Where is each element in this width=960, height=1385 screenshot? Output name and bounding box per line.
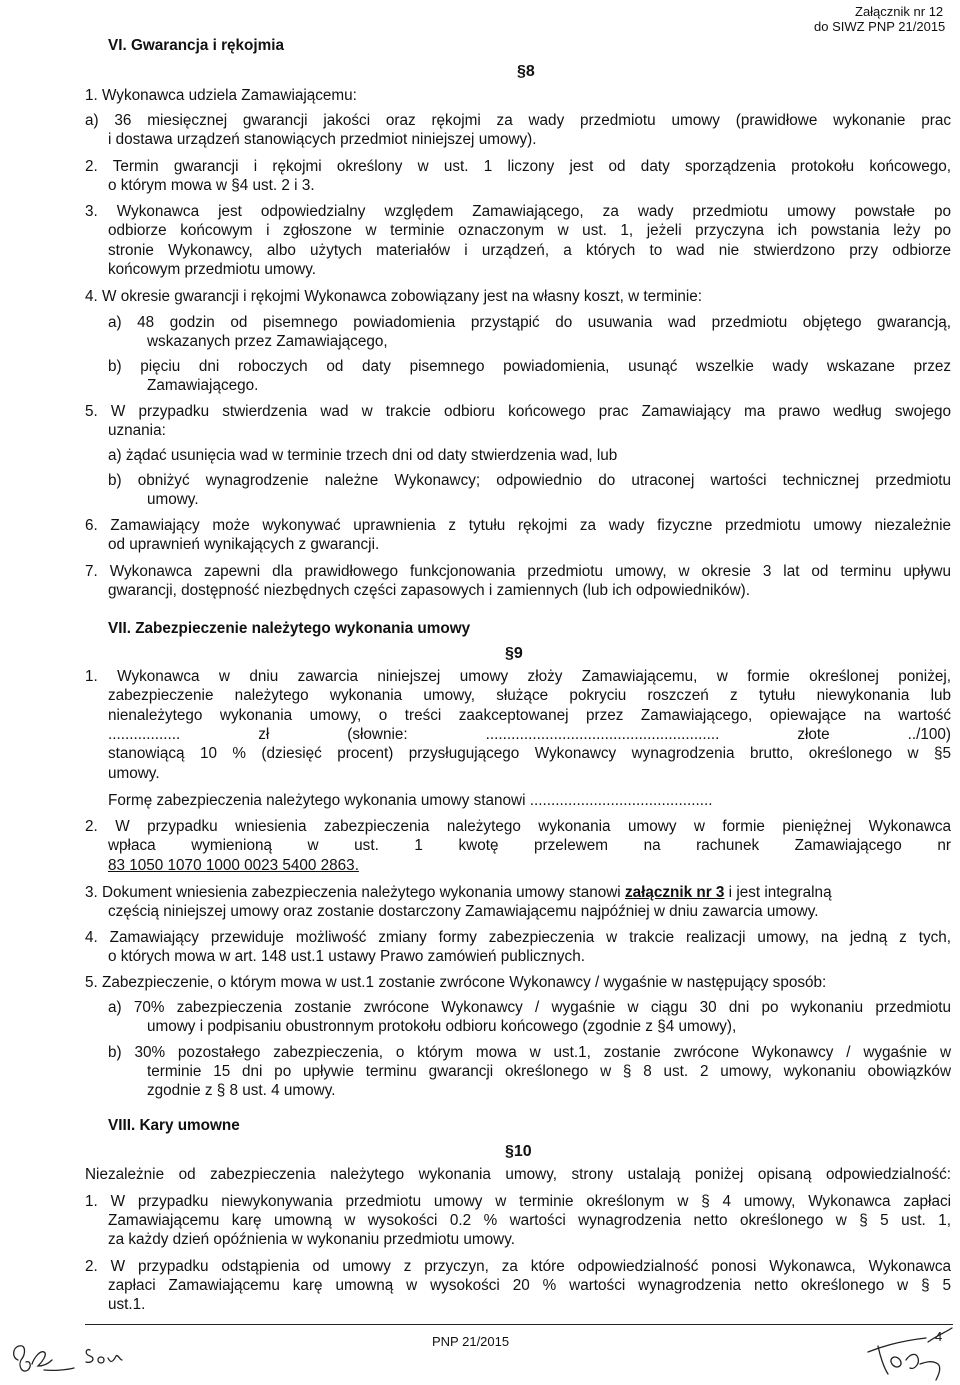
sec6-item-2-line2: o którym mowa w §4 ust. 2 i 3. xyxy=(108,177,315,194)
bank-account-number: 83 1050 1070 1000 0023 5400 2863. xyxy=(108,857,359,874)
section-vii-title: VII. Zabezpieczenie należytego wykonania umowy xyxy=(108,620,471,637)
sec7-item-3-text-c: i jest integralną xyxy=(724,884,832,901)
sec7-item-2-line2: wpłaca wymienioną w ust. 1 kwotę przelewem na rachunek Zamawiającego nr xyxy=(108,837,951,854)
sec6-item-5b-line2: umowy. xyxy=(147,491,199,508)
sec7-item-3-text-a: 3. Dokument wniesienia zabezpieczenia należytego wykonania umowy stanowi xyxy=(85,884,625,901)
paragraph-10-sign: §10 xyxy=(505,1143,532,1160)
sec7-item-5b-line2: terminie 15 dni po upływie terminu gwarancji określonego w § 8 ust. 2 umowy, wykonaniu obowiązków xyxy=(147,1063,951,1080)
page-number: 4 xyxy=(935,1329,943,1344)
sec7-item-3-line2: częścią niniejszej umowy oraz zostanie dostarczony Zamawiającemu najpóźniej w dniu zawarcia umowy. xyxy=(108,903,819,920)
sec7-item-1-line4: ................. zł (słownie: ....................................................... złote ../100) xyxy=(108,726,951,743)
paragraph-9-sign: §9 xyxy=(505,645,523,662)
sec6-item-6-line1: 6. Zamawiający może wykonywać uprawnienia z tytułu rękojmi za wady fizyczne przedmiotu umowy niezależnie xyxy=(85,517,951,534)
sec6-item-1a-line1: a) 36 miesięcznej gwarancji jakości oraz rękojmi za wady przedmiotu umowy (prawidłowe wykonanie prac xyxy=(85,112,951,129)
sec6-item-7-line2: gwarancji, dostępność niezbędnych części zapasowych i zamiennych (lub ich odpowiedników). xyxy=(108,582,750,599)
sec6-item-3-line2: odbiorze końcowym i zgłoszone w terminie oznaczonym w ust. 1, jeżeli przyczyna ich powstania leży po xyxy=(108,222,951,239)
attachment-3-link: załącznik nr 3 xyxy=(624,884,725,901)
sec7-item-5a-line1: a) 70% zabezpieczenia zostanie zwrócone Wykonawcy / wygaśnie w ciągu 30 dni po wykonaniu przedmiotu xyxy=(108,999,951,1016)
sec8-intro: Niezależnie od zabezpieczenia należytego wykonania umowy, strony ustalają poniżej opisaną odpowiedzialność: xyxy=(85,1166,951,1183)
sec8-item-2-line3: ust.1. xyxy=(108,1296,146,1313)
sec7-item-4-line2: o których mowa w art. 148 ust.1 ustawy Prawo zamówień publicznych. xyxy=(108,948,585,965)
sec8-item-2-line2: zapłaci Zamawiającemu karę umowną w wysokości 20 % wartości wynagrodzenia netto określonego w § 5 xyxy=(108,1277,951,1294)
sec6-item-5-line2: uznania: xyxy=(108,422,166,439)
sec6-item-3-line3: stronie Wykonawcy, albo użytych materiałów i urządzeń, a których to wad nie stwierdzono przy odbiorze xyxy=(108,242,951,259)
sec7-item-1-line1: 1. Wykonawca w dniu zawarcia niniejszej umowy złoży Zamawiającemu, w formie określonej poniżej, xyxy=(85,668,951,685)
sec7-item-2-line1: 2. W przypadku wniesienia zabezpieczenia należytego wykonania umowy w formie pieniężnej Wykonawca xyxy=(85,818,951,835)
attachment-label: Załącznik nr 12 xyxy=(855,4,944,19)
sec6-item-3-line1: 3. Wykonawca jest odpowiedzialny względem Zamawiającego, za wady przedmiotu umowy powstałe po xyxy=(85,203,951,220)
footer-document-number: PNP 21/2015 xyxy=(432,1334,510,1349)
siwz-reference: do SIWZ PNP 21/2015 xyxy=(814,19,946,34)
section-viii-title: VIII. Kary umowne xyxy=(108,1117,240,1134)
handwritten-initials-left xyxy=(4,1330,134,1380)
sec7-item-1-line5: stanowiącą 10 % (dziesięć procent) przysługującego Wykonawcy wynagrodzenia brutto, określonego w §5 xyxy=(108,745,951,762)
sec7-item-1-form: Formę zabezpieczenia należytego wykonania umowy stanowi ........................................... xyxy=(108,792,713,809)
sec6-item-6-line2: od uprawnień wynikających z gwarancji. xyxy=(108,536,380,553)
handwritten-signature-right xyxy=(858,1324,958,1382)
sec6-item-5a: a) żądać usunięcia wad w terminie trzech dni od daty stwierdzenia wad, lub xyxy=(108,447,618,464)
sec6-item-4b-line2: Zamawiającego. xyxy=(147,377,259,394)
sec6-item-4a-line1: a) 48 godzin od pisemnego powiadomienia przystąpić do usuwania wad przedmiotu objętego gwarancją, xyxy=(108,314,951,331)
sec7-item-1-line2: zabezpieczenie należytego wykonania umowy, służące pokryciu roszczeń z tytułu niewykonania lub xyxy=(108,687,951,704)
paragraph-8-sign: §8 xyxy=(517,63,535,80)
sec6-item-3-line4: końcowym przedmiotu umowy. xyxy=(108,261,316,278)
sec7-item-1-line6: umowy. xyxy=(108,765,160,782)
section-vi-title: VI. Gwarancja i rękojmia xyxy=(108,37,284,54)
footer-rule xyxy=(85,1324,953,1325)
sec7-item-5a-line2: umowy i podpisaniu obustronnym protokołu odbioru końcowego (zgodnie z §4 umowy), xyxy=(147,1018,737,1035)
sec6-item-4: 4. W okresie gwarancji i rękojmi Wykonawca zobowiązany jest na własny koszt, w terminie: xyxy=(85,288,703,305)
sec6-item-7-line1: 7. Wykonawca zapewni dla prawidłowego funkcjonowania przedmiotu umowy, w okresie 3 lat od terminu upływu xyxy=(85,563,951,580)
sec7-item-1-line3: nienależytego wykonania umowy, o treści zaakceptowanej przez Zamawiającego, opiewające na wartość xyxy=(108,707,951,724)
sec7-item-5: 5. Zabezpieczenie, o którym mowa w ust.1 zostanie zwrócone Wykonawcy / wygaśnie w następujący sposób: xyxy=(85,974,827,991)
sec6-item-1: 1. Wykonawca udziela Zamawiającemu: xyxy=(85,87,357,104)
sec6-item-1a-line2: i dostawa urządzeń stanowiących przedmiot niniejszej umowy). xyxy=(108,131,537,148)
sec7-item-3-line1 xyxy=(85,884,832,902)
sec7-item-4-line1: 4. Zamawiający przewiduje możliwość zmiany formy zabezpieczenia w trakcie realizacji umowy, na jedną z tych, xyxy=(85,929,951,946)
sec8-item-2-line1: 2. W przypadku odstąpienia od umowy z przyczyn, za które odpowiedzialność ponosi Wykonawca, Wykonawca xyxy=(85,1258,951,1275)
sec6-item-4b-line1: b) pięciu dni roboczych od daty pisemnego powiadomienia, usunąć wszelkie wady wskazane przez xyxy=(108,358,951,375)
sec6-item-5b-line1: b) obniżyć wynagrodzenie należne Wykonawcy; odpowiednio do utraconej wartości technicznej przedmiotu xyxy=(108,472,951,489)
sec6-item-4a-line2: wskazanych przez Zamawiającego, xyxy=(147,333,388,350)
sec8-item-1-line3: za każdy dzień opóźnienia w wykonaniu przedmiotu umowy. xyxy=(108,1231,515,1248)
sec6-item-5-line1: 5. W przypadku stwierdzenia wad w trakcie odbioru końcowego prac Zamawiający ma prawo według swojego xyxy=(85,403,951,420)
sec8-item-1-line1: 1. W przypadku niewykonywania przedmiotu umowy w terminie określonym w § 4 umowy, Wykonawca zapłaci xyxy=(85,1193,951,1210)
sec6-item-2-line1: 2. Termin gwarancji i rękojmi określony w ust. 1 liczony jest od daty sporządzenia protokołu końcowego, xyxy=(85,158,951,175)
sec7-item-5b-line3: zgodnie z § 8 ust. 4 umowy. xyxy=(147,1082,336,1099)
sec8-item-1-line2: Zamawiającemu karę umowną w wysokości 0.2 % wartości wynagrodzenia netto określonego w § 5 ust. 1, xyxy=(108,1212,951,1229)
sec7-item-5b-line1: b) 30% pozostałego zabezpieczenia, o którym mowa w ust.1, zostanie zwrócone Wykonawcy / wygaśnie w xyxy=(108,1044,951,1061)
